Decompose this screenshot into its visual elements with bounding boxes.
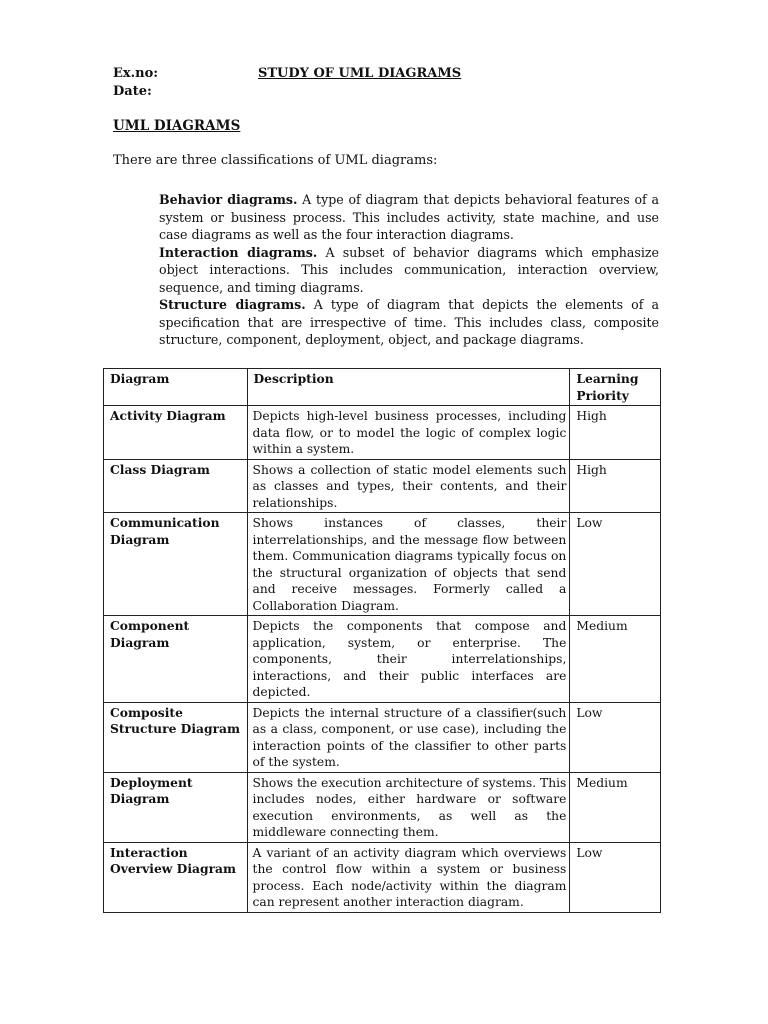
diagram-name: Activity Diagram (104, 406, 248, 460)
learning-priority: Low (570, 513, 661, 616)
diagram-name: Interaction Overview Diagram (104, 842, 248, 912)
classification-text: A type of diagram that depicts behavioral features of a system or business process. This includes activity, state machine, and use case diagrams as well as the four interaction diagrams. (159, 192, 659, 242)
intro-text: There are three classifications of UML diagrams: (113, 153, 438, 168)
classification-structure (159, 296, 659, 349)
exno-label: Ex.no: (113, 66, 159, 81)
table-row (104, 772, 661, 842)
diagram-description: Depicts the components that compose and application, system, or enterprise. The components, their interrelationships, interactions, and their public interfaces are depicted. (247, 616, 570, 703)
table-header-row (104, 369, 661, 406)
diagram-description: Shows a collection of static model elements such as classes and types, their contents, and their relationships. (247, 459, 570, 513)
section-heading: UML DIAGRAMS (113, 118, 241, 134)
learning-priority: Low (570, 842, 661, 912)
diagram-name: Component Diagram (104, 616, 248, 703)
table-row (104, 702, 661, 772)
diagram-description: Shows the execution architecture of systems. This includes nodes, either hardware or software execution environments, as well as the middleware connecting them. (247, 772, 570, 842)
document-title: STUDY OF UML DIAGRAMS (258, 66, 462, 81)
classification-interaction (159, 244, 659, 297)
table-row (104, 616, 661, 703)
diagram-name: Communication Diagram (104, 513, 248, 616)
table-row (104, 406, 661, 460)
diagram-description: Depicts high-level business processes, including data flow, or to model the logic of complex logic within a system. (247, 406, 570, 460)
learning-priority: Medium (570, 616, 661, 703)
classification-term: Behavior diagrams. (159, 192, 298, 207)
table-row (104, 513, 661, 616)
classification-list (159, 191, 659, 349)
classification-behavior (159, 191, 659, 244)
header-learning-priority: Learning Priority (570, 369, 661, 406)
diagram-name: Class Diagram (104, 459, 248, 513)
diagram-description: A variant of an activity diagram which overviews the control flow within a system or business process. Each node/activity within the diagram can represent another interaction diagram. (247, 842, 570, 912)
classification-text: A type of diagram that depicts the elements of a specification that are irrespective of time. This includes class, composite structure, component, deployment, object, and package diagrams. (159, 297, 659, 347)
learning-priority: High (570, 406, 661, 460)
diagram-description: Depicts the internal structure of a classifier(such as a class, component, or use case), including the interaction points of the classifier to other parts of the system. (247, 702, 570, 772)
classification-text: A subset of behavior diagrams which emphasize object interactions. This includes communication, interaction overview, sequence, and timing diagrams. (159, 244, 659, 295)
header-diagram: Diagram (104, 369, 248, 406)
table-row (104, 842, 661, 912)
diagram-description: Shows instances of classes, their interrelationships, and the message flow between them. Communication diagrams typically focus on the structural organization of objects that send and receive messages. Formerly called a Collaboration Diagram. (247, 513, 570, 616)
learning-priority: Low (570, 702, 661, 772)
learning-priority: High (570, 459, 661, 513)
classification-term: Structure diagrams. (159, 297, 306, 312)
header-description: Description (247, 369, 570, 406)
date-label: Date: (113, 84, 152, 99)
diagram-name: Deployment Diagram (104, 772, 248, 842)
learning-priority: Medium (570, 772, 661, 842)
uml-diagram-table (103, 368, 661, 913)
classification-term: Interaction diagrams. (159, 244, 318, 260)
diagram-name: Composite Structure Diagram (104, 702, 248, 772)
table-row (104, 459, 661, 513)
